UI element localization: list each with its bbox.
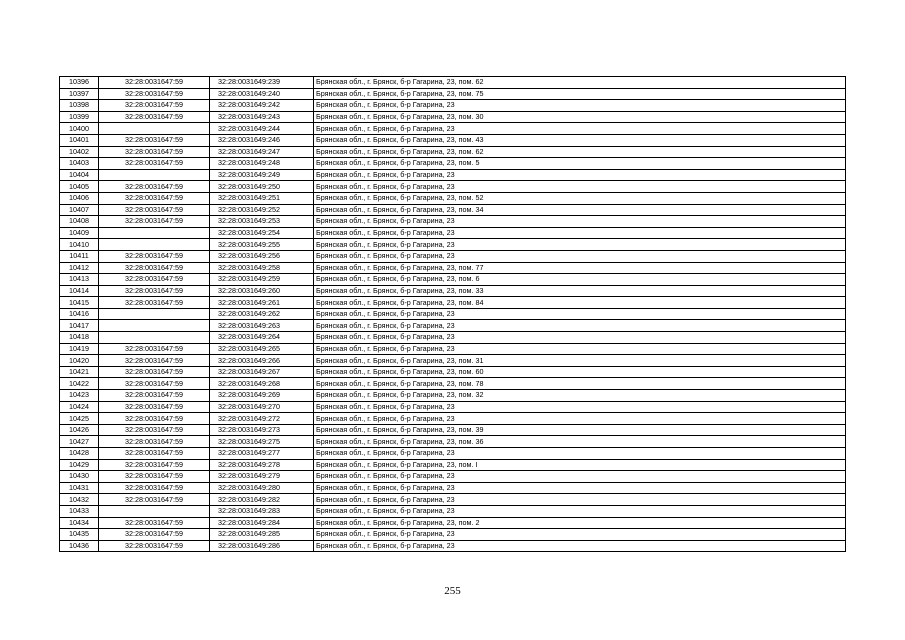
address-cell: Брянская обл., г. Брянск, б-р Гагарина, 23 xyxy=(314,494,846,506)
row-number-cell: 10426 xyxy=(60,424,99,436)
address-cell: Брянская обл., г. Брянск, б-р Гагарина, 23 xyxy=(314,529,846,541)
address-cell: Брянская обл., г. Брянск, б-р Гагарина, 23 xyxy=(314,100,846,112)
row-number-cell: 10423 xyxy=(60,390,99,402)
table-row xyxy=(60,355,846,367)
parcel-number-cell: 32:28:0031647:59 xyxy=(99,297,210,309)
row-number-cell: 10429 xyxy=(60,459,99,471)
address-cell: Брянская обл., г. Брянск, б-р Гагарина, 23, пом. 52 xyxy=(314,192,846,204)
address-cell: Брянская обл., г. Брянск, б-р Гагарина, 23, пом. 62 xyxy=(314,146,846,158)
table-row xyxy=(60,181,846,193)
table-row xyxy=(60,505,846,517)
cadastral-number-cell: 32:28:0031649:254 xyxy=(210,227,314,239)
address-cell: Брянская обл., г. Брянск, б-р Гагарина, 23 xyxy=(314,482,846,494)
address-cell: Брянская обл., г. Брянск, б-р Гагарина, 23 xyxy=(314,181,846,193)
table-row xyxy=(60,227,846,239)
table-row xyxy=(60,204,846,216)
address-cell: Брянская обл., г. Брянск, б-р Гагарина, 23, пом. 2 xyxy=(314,517,846,529)
row-number-cell: 10407 xyxy=(60,204,99,216)
parcel-number-cell: 32:28:0031647:59 xyxy=(99,158,210,170)
parcel-number-cell: 32:28:0031647:59 xyxy=(99,88,210,100)
parcel-number-cell: 32:28:0031647:59 xyxy=(99,390,210,402)
row-number-cell: 10409 xyxy=(60,227,99,239)
address-cell: Брянская обл., г. Брянск, б-р Гагарина, 23 xyxy=(314,540,846,552)
cadastral-number-cell: 32:28:0031649:275 xyxy=(210,436,314,448)
parcel-number-cell: 32:28:0031647:59 xyxy=(99,146,210,158)
table-row xyxy=(60,390,846,402)
address-cell: Брянская обл., г. Брянск, б-р Гагарина, 23 xyxy=(314,320,846,332)
address-cell: Брянская обл., г. Брянск, б-р Гагарина, 23, пом. 30 xyxy=(314,111,846,123)
table-row xyxy=(60,158,846,170)
row-number-cell: 10430 xyxy=(60,471,99,483)
cadastral-number-cell: 32:28:0031649:244 xyxy=(210,123,314,135)
cadastral-number-cell: 32:28:0031649:286 xyxy=(210,540,314,552)
address-cell: Брянская обл., г. Брянск, б-р Гагарина, 23 xyxy=(314,239,846,251)
address-cell: Брянская обл., г. Брянск, б-р Гагарина, 23, пом. 75 xyxy=(314,88,846,100)
row-number-cell: 10420 xyxy=(60,355,99,367)
row-number-cell: 10396 xyxy=(60,77,99,89)
parcel-number-cell: 32:28:0031647:59 xyxy=(99,529,210,541)
address-cell: Брянская обл., г. Брянск, б-р Гагарина, 23, пом. 34 xyxy=(314,204,846,216)
cadastral-number-cell: 32:28:0031649:272 xyxy=(210,413,314,425)
table-row xyxy=(60,146,846,158)
parcel-number-cell: 32:28:0031647:59 xyxy=(99,285,210,297)
cadastral-number-cell: 32:28:0031649:264 xyxy=(210,332,314,344)
address-cell: Брянская обл., г. Брянск, б-р Гагарина, 23, пом. 36 xyxy=(314,436,846,448)
cadastral-number-cell: 32:28:0031649:253 xyxy=(210,216,314,228)
row-number-cell: 10400 xyxy=(60,123,99,135)
parcel-number-cell xyxy=(99,227,210,239)
cadastral-number-cell: 32:28:0031649:251 xyxy=(210,192,314,204)
cadastral-number-cell: 32:28:0031649:268 xyxy=(210,378,314,390)
table-row xyxy=(60,308,846,320)
cadastral-number-cell: 32:28:0031649:249 xyxy=(210,169,314,181)
table-row xyxy=(60,77,846,89)
row-number-cell: 10428 xyxy=(60,448,99,460)
cadastral-number-cell: 32:28:0031649:260 xyxy=(210,285,314,297)
parcel-number-cell: 32:28:0031647:59 xyxy=(99,204,210,216)
address-cell: Брянская обл., г. Брянск, б-р Гагарина, 23, пом. 78 xyxy=(314,378,846,390)
cadastral-number-cell: 32:28:0031649:267 xyxy=(210,366,314,378)
table-row xyxy=(60,239,846,251)
table-row xyxy=(60,123,846,135)
address-cell: Брянская обл., г. Брянск, б-р Гагарина, 23, пом. 84 xyxy=(314,297,846,309)
row-number-cell: 10410 xyxy=(60,239,99,251)
row-number-cell: 10412 xyxy=(60,262,99,274)
cadastral-number-cell: 32:28:0031649:270 xyxy=(210,401,314,413)
cadastral-number-cell: 32:28:0031649:285 xyxy=(210,529,314,541)
parcel-number-cell: 32:28:0031647:59 xyxy=(99,471,210,483)
table-row xyxy=(60,517,846,529)
parcel-number-cell xyxy=(99,239,210,251)
row-number-cell: 10417 xyxy=(60,320,99,332)
parcel-number-cell: 32:28:0031647:59 xyxy=(99,436,210,448)
parcel-number-cell xyxy=(99,320,210,332)
row-number-cell: 10401 xyxy=(60,134,99,146)
parcel-number-cell: 32:28:0031647:59 xyxy=(99,192,210,204)
row-number-cell: 10433 xyxy=(60,505,99,517)
row-number-cell: 10418 xyxy=(60,332,99,344)
cadastral-number-cell: 32:28:0031649:263 xyxy=(210,320,314,332)
row-number-cell: 10422 xyxy=(60,378,99,390)
address-cell: Брянская обл., г. Брянск, б-р Гагарина, 23 xyxy=(314,227,846,239)
parcel-number-cell: 32:28:0031647:59 xyxy=(99,216,210,228)
parcel-number-cell xyxy=(99,169,210,181)
address-cell: Брянская обл., г. Брянск, б-р Гагарина, 23 xyxy=(314,332,846,344)
row-number-cell: 10436 xyxy=(60,540,99,552)
parcel-number-cell: 32:28:0031647:59 xyxy=(99,413,210,425)
parcel-number-cell: 32:28:0031647:59 xyxy=(99,494,210,506)
parcel-number-cell: 32:28:0031647:59 xyxy=(99,540,210,552)
table-row xyxy=(60,459,846,471)
cadastral-number-cell: 32:28:0031649:283 xyxy=(210,505,314,517)
cadastral-number-cell: 32:28:0031649:239 xyxy=(210,77,314,89)
address-cell: Брянская обл., г. Брянск, б-р Гагарина, 23 xyxy=(314,413,846,425)
parcel-number-cell: 32:28:0031647:59 xyxy=(99,134,210,146)
parcel-number-cell: 32:28:0031647:59 xyxy=(99,378,210,390)
parcel-number-cell: 32:28:0031647:59 xyxy=(99,111,210,123)
cadastral-number-cell: 32:28:0031649:255 xyxy=(210,239,314,251)
row-number-cell: 10413 xyxy=(60,274,99,286)
table-row xyxy=(60,424,846,436)
row-number-cell: 10399 xyxy=(60,111,99,123)
cadastral-number-cell: 32:28:0031649:279 xyxy=(210,471,314,483)
cadastral-number-cell: 32:28:0031649:247 xyxy=(210,146,314,158)
row-number-cell: 10427 xyxy=(60,436,99,448)
cadastral-number-cell: 32:28:0031649:269 xyxy=(210,390,314,402)
address-cell: Брянская обл., г. Брянск, б-р Гагарина, 23 xyxy=(314,169,846,181)
table-body xyxy=(60,77,846,552)
parcel-number-cell: 32:28:0031647:59 xyxy=(99,343,210,355)
cadastral-number-cell: 32:28:0031649:259 xyxy=(210,274,314,286)
cadastral-number-cell: 32:28:0031649:243 xyxy=(210,111,314,123)
table-row xyxy=(60,100,846,112)
address-cell: Брянская обл., г. Брянск, б-р Гагарина, 23, пом. 60 xyxy=(314,366,846,378)
parcel-number-cell: 32:28:0031647:59 xyxy=(99,100,210,112)
parcel-number-cell: 32:28:0031647:59 xyxy=(99,424,210,436)
cadastral-number-cell: 32:28:0031649:284 xyxy=(210,517,314,529)
address-cell: Брянская обл., г. Брянск, б-р Гагарина, 23, пом. 33 xyxy=(314,285,846,297)
address-cell: Брянская обл., г. Брянск, б-р Гагарина, 23, пом. 5 xyxy=(314,158,846,170)
row-number-cell: 10402 xyxy=(60,146,99,158)
table-row xyxy=(60,169,846,181)
address-cell: Брянская обл., г. Брянск, б-р Гагарина, 23, пом. 43 xyxy=(314,134,846,146)
cadastral-number-cell: 32:28:0031649:282 xyxy=(210,494,314,506)
row-number-cell: 10403 xyxy=(60,158,99,170)
cadastral-number-cell: 32:28:0031649:250 xyxy=(210,181,314,193)
row-number-cell: 10431 xyxy=(60,482,99,494)
table-row xyxy=(60,401,846,413)
table-row xyxy=(60,436,846,448)
cadastral-number-cell: 32:28:0031649:280 xyxy=(210,482,314,494)
table-row xyxy=(60,471,846,483)
row-number-cell: 10424 xyxy=(60,401,99,413)
address-cell: Брянская обл., г. Брянск, б-р Гагарина, 23, пом. 31 xyxy=(314,355,846,367)
parcel-number-cell: 32:28:0031647:59 xyxy=(99,274,210,286)
parcel-number-cell xyxy=(99,123,210,135)
page-number: 255 xyxy=(444,585,461,597)
parcel-number-cell xyxy=(99,332,210,344)
parcel-number-cell: 32:28:0031647:59 xyxy=(99,250,210,262)
cadastral-number-cell: 32:28:0031649:242 xyxy=(210,100,314,112)
parcel-number-cell xyxy=(99,505,210,517)
address-cell: Брянская обл., г. Брянск, б-р Гагарина, 23, пом. 6 xyxy=(314,274,846,286)
table-row xyxy=(60,216,846,228)
row-number-cell: 10411 xyxy=(60,250,99,262)
row-number-cell: 10397 xyxy=(60,88,99,100)
row-number-cell: 10425 xyxy=(60,413,99,425)
parcel-number-cell: 32:28:0031647:59 xyxy=(99,401,210,413)
cadastral-number-cell: 32:28:0031649:266 xyxy=(210,355,314,367)
parcel-number-cell: 32:28:0031647:59 xyxy=(99,459,210,471)
parcel-number-cell: 32:28:0031647:59 xyxy=(99,448,210,460)
cadastral-number-cell: 32:28:0031649:262 xyxy=(210,308,314,320)
table-row xyxy=(60,262,846,274)
parcel-number-cell: 32:28:0031647:59 xyxy=(99,77,210,89)
row-number-cell: 10432 xyxy=(60,494,99,506)
parcel-number-cell xyxy=(99,308,210,320)
table-row xyxy=(60,88,846,100)
table-row xyxy=(60,250,846,262)
cadastral-number-cell: 32:28:0031649:273 xyxy=(210,424,314,436)
row-number-cell: 10415 xyxy=(60,297,99,309)
row-number-cell: 10405 xyxy=(60,181,99,193)
table-row xyxy=(60,413,846,425)
address-cell: Брянская обл., г. Брянск, б-р Гагарина, 23, пом. 32 xyxy=(314,390,846,402)
table-row xyxy=(60,134,846,146)
row-number-cell: 10434 xyxy=(60,517,99,529)
table-row xyxy=(60,274,846,286)
parcel-number-cell: 32:28:0031647:59 xyxy=(99,355,210,367)
cadastral-number-cell: 32:28:0031649:265 xyxy=(210,343,314,355)
table-row xyxy=(60,482,846,494)
table-row xyxy=(60,343,846,355)
address-cell: Брянская обл., г. Брянск, б-р Гагарина, 23 xyxy=(314,448,846,460)
address-cell: Брянская обл., г. Брянск, б-р Гагарина, 23 xyxy=(314,216,846,228)
cadastral-number-cell: 32:28:0031649:277 xyxy=(210,448,314,460)
row-number-cell: 10398 xyxy=(60,100,99,112)
table-row xyxy=(60,297,846,309)
address-cell: Брянская обл., г. Брянск, б-р Гагарина, 23, пом. I xyxy=(314,459,846,471)
row-number-cell: 10435 xyxy=(60,529,99,541)
address-cell: Брянская обл., г. Брянск, б-р Гагарина, 23, пом. 62 xyxy=(314,77,846,89)
address-cell: Брянская обл., г. Брянск, б-р Гагарина, 23 xyxy=(314,401,846,413)
table-row xyxy=(60,540,846,552)
parcel-number-cell: 32:28:0031647:59 xyxy=(99,517,210,529)
table-row xyxy=(60,378,846,390)
parcel-number-cell: 32:28:0031647:59 xyxy=(99,181,210,193)
table-row xyxy=(60,285,846,297)
table-row xyxy=(60,448,846,460)
parcel-number-cell: 32:28:0031647:59 xyxy=(99,482,210,494)
address-cell: Брянская обл., г. Брянск, б-р Гагарина, 23 xyxy=(314,505,846,517)
address-cell: Брянская обл., г. Брянск, б-р Гагарина, 23, пом. 77 xyxy=(314,262,846,274)
cadastral-number-cell: 32:28:0031649:258 xyxy=(210,262,314,274)
address-cell: Брянская обл., г. Брянск, б-р Гагарина, 23 xyxy=(314,123,846,135)
address-cell: Брянская обл., г. Брянск, б-р Гагарина, 23 xyxy=(314,343,846,355)
cadastral-number-cell: 32:28:0031649:261 xyxy=(210,297,314,309)
row-number-cell: 10406 xyxy=(60,192,99,204)
table-row xyxy=(60,494,846,506)
cadastral-number-cell: 32:28:0031649:278 xyxy=(210,459,314,471)
table-row xyxy=(60,320,846,332)
address-cell: Брянская обл., г. Брянск, б-р Гагарина, 23 xyxy=(314,471,846,483)
address-cell: Брянская обл., г. Брянск, б-р Гагарина, 23 xyxy=(314,308,846,320)
table-row xyxy=(60,192,846,204)
cadastral-number-cell: 32:28:0031649:252 xyxy=(210,204,314,216)
address-cell: Брянская обл., г. Брянск, б-р Гагарина, 23, пом. 39 xyxy=(314,424,846,436)
parcel-number-cell: 32:28:0031647:59 xyxy=(99,366,210,378)
cadastral-number-cell: 32:28:0031649:240 xyxy=(210,88,314,100)
table-row xyxy=(60,366,846,378)
table-row xyxy=(60,332,846,344)
row-number-cell: 10404 xyxy=(60,169,99,181)
cadastral-table xyxy=(59,76,846,552)
table-row xyxy=(60,529,846,541)
cadastral-number-cell: 32:28:0031649:246 xyxy=(210,134,314,146)
row-number-cell: 10408 xyxy=(60,216,99,228)
parcel-number-cell: 32:28:0031647:59 xyxy=(99,262,210,274)
cadastral-number-cell: 32:28:0031649:256 xyxy=(210,250,314,262)
row-number-cell: 10416 xyxy=(60,308,99,320)
table-row xyxy=(60,111,846,123)
row-number-cell: 10421 xyxy=(60,366,99,378)
row-number-cell: 10419 xyxy=(60,343,99,355)
address-cell: Брянская обл., г. Брянск, б-р Гагарина, 23 xyxy=(314,250,846,262)
cadastral-number-cell: 32:28:0031649:248 xyxy=(210,158,314,170)
row-number-cell: 10414 xyxy=(60,285,99,297)
